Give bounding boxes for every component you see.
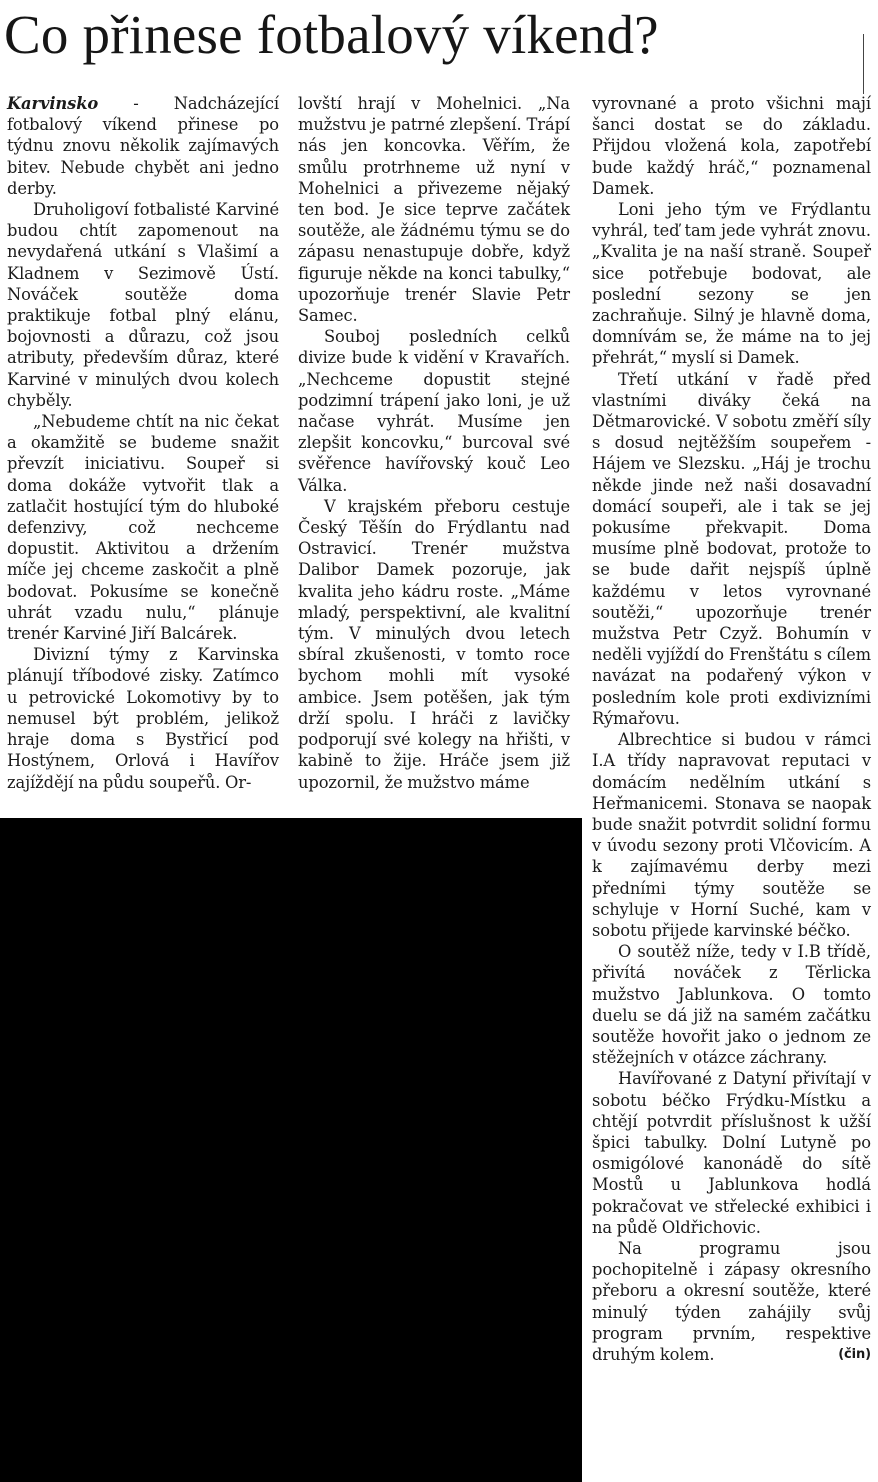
author-signature: (čin)	[838, 1346, 871, 1362]
paragraph-text: Na programu jsou pochopitelně i zápasy okresního přeboru a okresní soutěže, které minulý týden zahájily svůj program prvním, respektive druhým kolem.	[592, 1238, 871, 1364]
paragraph: V krajském přeboru cestuje Český Těšín do Frýdlantu nad Ostravicí. Trenér mužstva Dalibor Damek pozoruje, jak kvalita jeho kádru roste. „Máme mladý, perspektivní, ale kvalitní tým. V minulých dvou letech sbíral zkušenosti, v tomto roce bychom mohli mít vysoké ambice. Jsem potěšen, jak tým drží spolu. I hráči z lavičky podporují své kolegy na hřišti, v kabině to žije. Hráče jsem již upozornil, že mužstvo máme	[298, 496, 570, 792]
paragraph: Albrechtice si budou v rámci I.A třídy napravovat reputaci v domácím nedělním utkání s Heřmanicemi. Stonava se naopak bude snažit potvrdit solidní formu v úvodu sezony proti Vlčovicím. A k zajímavému derby mezi předními týmy soutěže se schyluje v Horní Suché, kam v sobotu přijede karvinské béčko.	[592, 730, 871, 940]
redacted-area	[0, 818, 582, 1482]
dateline-dash: -	[98, 94, 174, 113]
paragraph: „Nebudeme chtít na nic čekat a okamžitě se budeme snažit převzít iniciativu. Soupeř si doma dokáže vytvořit tlak a zatlačit hostující tým do hluboké defenzivy, což nechceme dopustit. Aktivitou a držením míče jej chceme zaskočit a plně bodovat. Pokusíme se konečně uhrát vzadu nulu,“ plánuje trenér Karviné Jiří Balcárek.	[7, 412, 279, 644]
paragraph-text: Nadcházející fotbalový víkend přinese po týdnu znovu několik zajímavých bitev. Nebude chybět ani jedno derby.	[7, 94, 279, 198]
article-column-3	[592, 93, 871, 1365]
paragraph: O soutěž níže, tedy v I.B třídě, přivítá nováček z Těrlicka mužstvo Jablunkova. O tomto duelu se dá již na samém začátku soutěže hovořit jako o jednom ze stěžejních v otázce záchrany.	[592, 942, 871, 1068]
paragraph	[592, 1238, 871, 1365]
headline: Co přinese fotbalový víkend?	[4, 4, 659, 65]
paragraph	[7, 93, 279, 199]
paragraph: Havířované z Datyní přivítají v sobotu béčko Frýdku-Místku a chtějí potvrdit příslušnost k užší špici tabulky. Dolní Lutyně po osmigólové kanonádě do sítě Mostů u Jablunkova hodlá pokračovat ve střelecké exhibici i na půdě Oldřichovic.	[592, 1069, 871, 1237]
paragraph: Souboj posledních celků divize bude k vidění v Kravařích. „Nechceme dopustit stejné podzimní trápení jako loni, je už načase vyhrát. Musíme jen zlepšit koncovku,“ burcoval své svěřence havířovský kouč Leo Válka.	[298, 327, 570, 495]
paragraph: lovští hrají v Mohelnici. „Na mužstvu je patrné zlepšení. Trápí nás jen koncovka. Věřím, že smůlu protrhneme už nyní v Mohelnici a přivezeme nějaký ten bod. Je sice teprve začátek soutěže, ale žádnému týmu se do zápasu nenastupuje dobře, když figuruje někde na konci tabulky,“ upozorňuje trenér Slavie Petr Samec.	[298, 94, 570, 326]
paragraph: vyrovnané a proto všichni mají šanci dostat se do základu. Přijdou vložená kola, zapotřebí bude každý hráč,“ poznamenal Damek.	[592, 94, 871, 198]
paragraph: Loni jeho tým ve Frýdlantu vyhrál, teď tam jede vyhrát znovu. „Kvalita je na naší straně. Soupeř sice potřebuje bodovat, ale poslední sezony se jen zachraňuje. Silný je hlavně doma, domnívám se, že máme na to jej přehrát,“ myslí si Damek.	[592, 200, 871, 368]
paragraph: Druholigoví fotbalisté Karviné budou chtít zapomenout na nevydařená utkání s Vlašimí a Kladnem v Sezimově Ústí. Nováček soutěže doma praktikuje fotbal plný elánu, bojovnosti a důrazu, což jsou atributy, především důraz, které Karviné v minulých dvou kolech chyběly.	[7, 200, 279, 410]
article-column-2	[298, 93, 570, 793]
column-rule	[863, 34, 864, 94]
paragraph: Třetí utkání v řadě před vlastními diváky čeká na Dětmarovické. V sobotu změří síly s dosud nejtěžším soupeřem - Hájem ve Slezsku. „Háj je trochu někde jinde než naši dosavadní domácí soupeři, ale i tak se jej pokusíme překvapit. Doma musíme plně bodovat, protože to se bude dařit nejspíš úplně každému v letos vyrovnané soutěži,“ upozorňuje trenér mužstva Petr Czyž. Bohumín v neděli vyjíždí do Frenštátu s cílem navázat na podařený výkon v posledním kole proti exdivizními Rýmařovu.	[592, 369, 871, 728]
dateline: Karvinsko	[7, 94, 99, 113]
article-column-1	[7, 93, 279, 793]
paragraph: Divizní týmy z Karvinska plánují tříbodové zisky. Zatímco u petrovické Lokomotivy by to nemusel být problém, jelikož hraje doma s Bystřicí pod Hostýnem, Orlová i Havířov zajíždějí na půdu soupeřů. Or-	[7, 645, 279, 792]
